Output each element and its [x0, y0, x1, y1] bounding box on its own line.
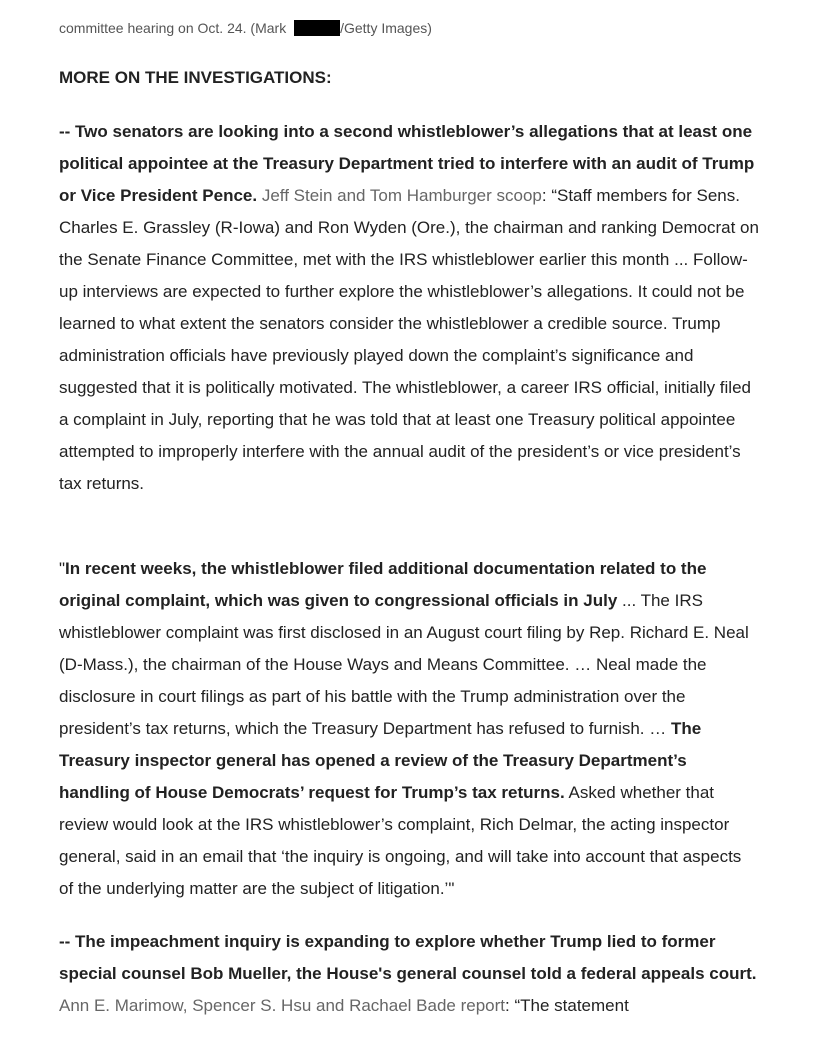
- caption-prefix: committee hearing on Oct. 24. (Mark: [59, 20, 291, 36]
- section-heading: MORE ON THE INVESTIGATIONS:: [59, 68, 332, 87]
- byline-link[interactable]: Ann E. Marimow, Spencer S. Hsu and Rachael Bade report: [59, 996, 506, 1015]
- paragraph-body: ... The IRS whistleblower complaint was first disclosed in an August court filing by Rep. Richard E. Neal (D-Mass.), the chairman of the House Ways and Means Committee. … Neal made the disclosure in court filings as part of his battle with the Trump administration over the president’s tax returns, which the Treasury Department has refused to furnish. …: [59, 591, 749, 738]
- open-quote: ": [59, 559, 66, 578]
- caption-suffix: /Getty Images): [340, 20, 432, 36]
- byline-link[interactable]: Jeff Stein and Tom Hamburger scoop: [257, 186, 542, 205]
- paragraph-body: Asked whether that review would look at the IRS whistleblower’s complaint, Rich Delmar, the acting inspector general, said in an email that ‘the inquiry is ongoing, and will take into account that aspects of the underlying matter are the subject of litigation.’": [59, 783, 742, 898]
- paragraph-body: : “Staff members for Sens. Charles E. Grassley (R-Iowa) and Ron Wyden (Ore.), the chairman and ranking Democrat on the Senate Finance Committee, met with the IRS whistleblower earlier this month ... Follow-up interviews are expected to further explore the whistleblower’s allegations. It could not be learned to what extent the senators consider the whistleblower a credible source. Trump administration officials have previously played down the complaint’s significance and suggested that it is politically motivated. The whistleblower, a career IRS official, initially filed a complaint in July, reporting that he was told that at least one Treasury political appointee attempted to improperly interfere with the annual audit of the president’s or vice president’s tax returns.: [59, 186, 759, 493]
- paragraph-lead: -- Two senators are looking into a second whistleblower’s allegations that at least one political appointee at the Treasury Department tried to interfere with an audit of Trump or Vice President Pence.: [59, 122, 755, 205]
- paragraph-highlight: The Treasury inspector general has opened a review of the Treasury Department’s handling of House Democrats’ request for Trump’s tax returns.: [59, 719, 702, 802]
- redaction-bar: [294, 20, 340, 36]
- paragraph-treasury-whistleblower: [59, 116, 759, 500]
- photo-caption: [59, 18, 432, 38]
- paragraph-lead: In recent weeks, the whistleblower filed additional documentation related to the original complaint, which was given to congressional officials in July: [59, 559, 707, 610]
- paragraph-impeachment-inquiry: [59, 926, 759, 1022]
- paragraph-documentation: [59, 553, 759, 905]
- paragraph-lead: -- The impeachment inquiry is expanding to explore whether Trump lied to former special counsel Bob Mueller, the House's general counsel told a federal appeals court.: [59, 932, 757, 983]
- paragraph-body: : “The statement: [505, 996, 629, 1015]
